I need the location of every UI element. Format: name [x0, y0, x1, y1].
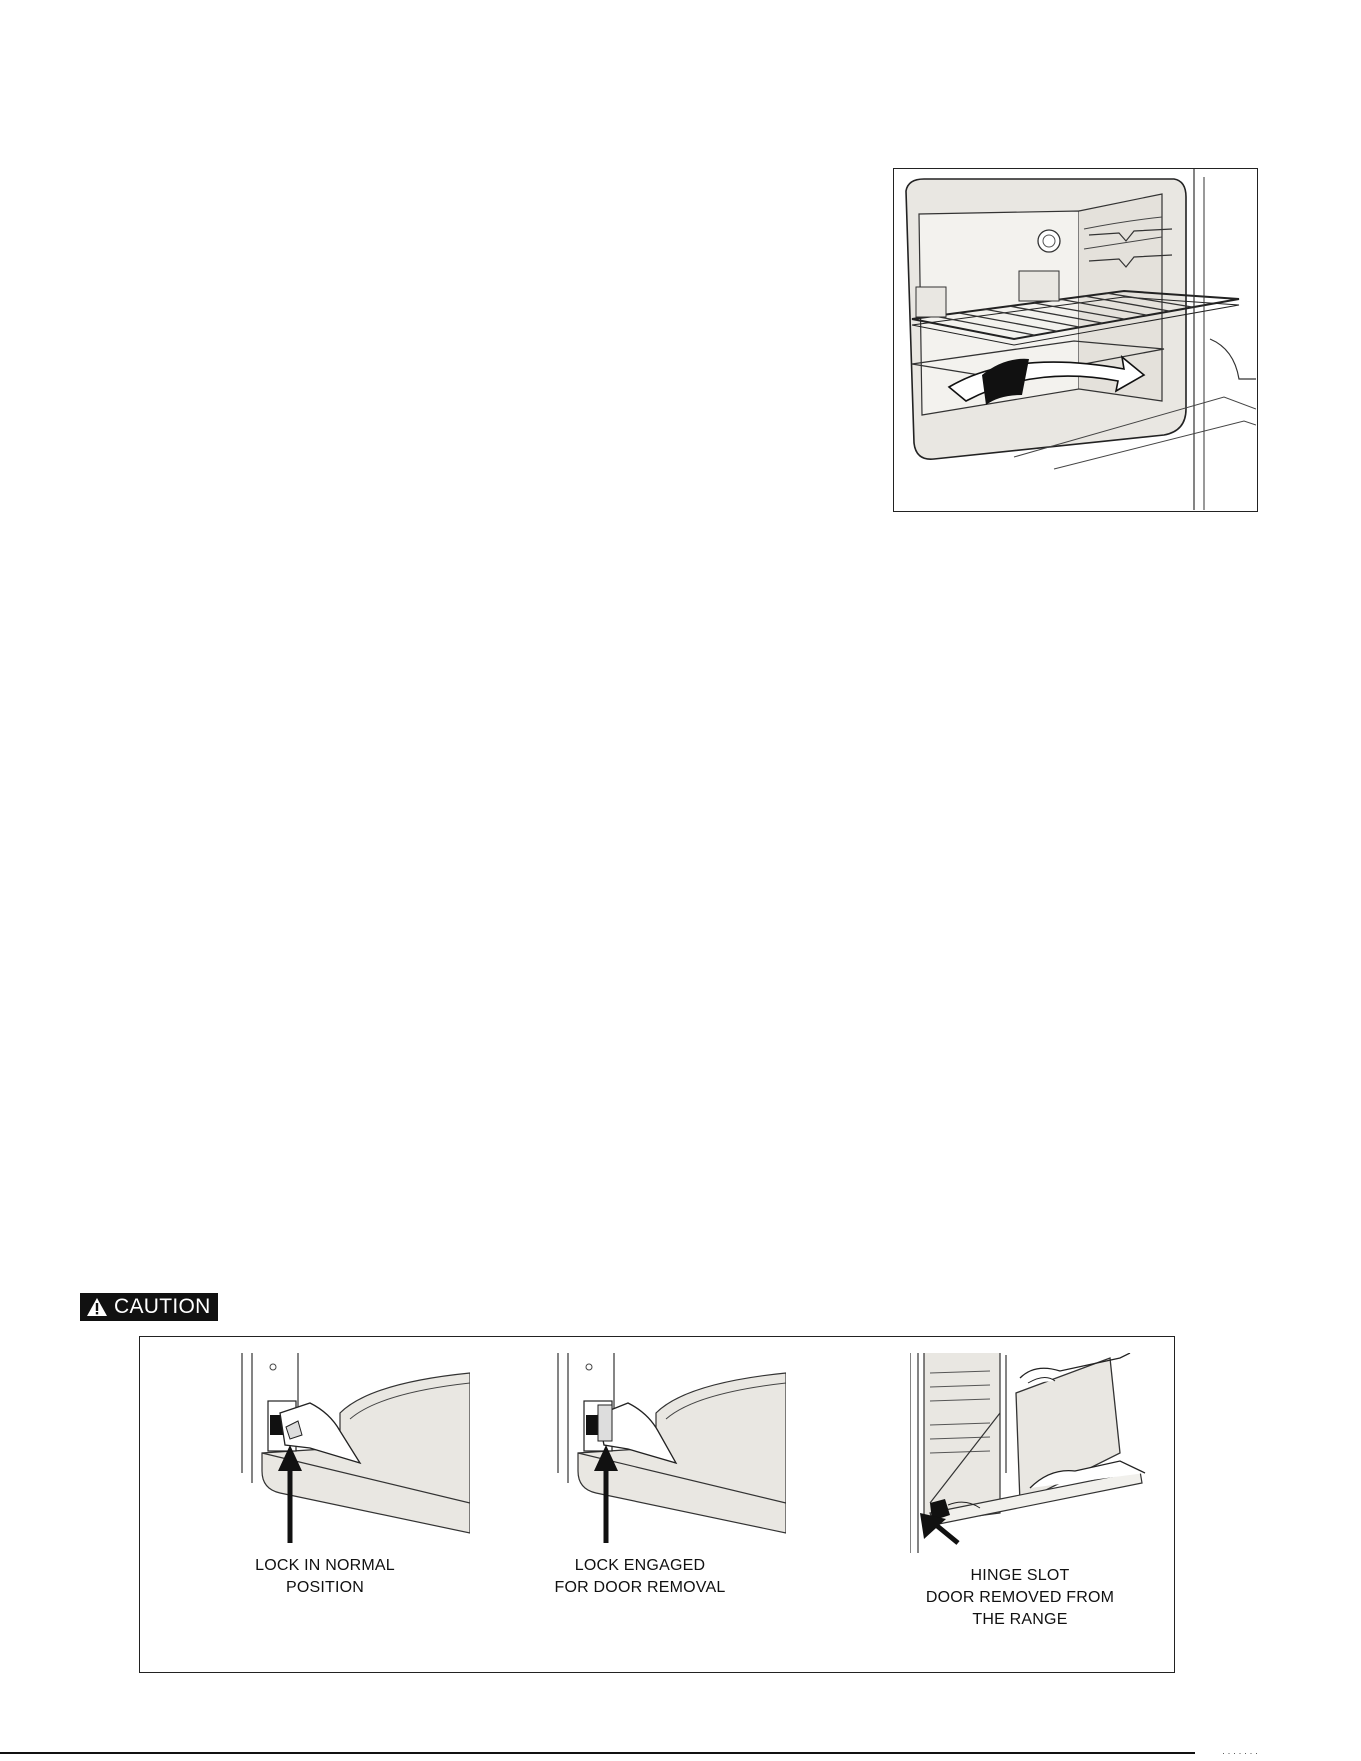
- caution-badge: [80, 1293, 218, 1321]
- caption-line: HINGE SLOT: [970, 1567, 1070, 1584]
- caption-lock-normal: [230, 1555, 420, 1599]
- caption-line: FOR DOOR REMOVAL: [554, 1579, 726, 1596]
- footer-rule: [0, 1752, 1195, 1754]
- caption-line: THE RANGE: [972, 1611, 1068, 1628]
- footer-text: · · · · · · ·: [1222, 1748, 1258, 1758]
- caption-line: DOOR REMOVED FROM: [925, 1589, 1115, 1606]
- lock-normal-illustration: [240, 1353, 470, 1543]
- caption-line: LOCK ENGAGED: [574, 1557, 706, 1574]
- door-removal-illustration: [910, 1353, 1160, 1553]
- oven-rack-illustration: [894, 169, 1256, 510]
- caption-line: POSITION: [285, 1579, 365, 1596]
- oven-rack-figure: [893, 168, 1258, 512]
- door-hinge-panel: [139, 1336, 1175, 1673]
- caption-hinge-slot: [910, 1565, 1130, 1631]
- lock-engaged-illustration: [556, 1353, 786, 1543]
- caption-lock-engaged: [540, 1555, 740, 1599]
- caution-label: CAUTION: [114, 1295, 211, 1318]
- warning-triangle-icon: [86, 1297, 108, 1317]
- caption-line: LOCK IN NORMAL: [255, 1557, 395, 1574]
